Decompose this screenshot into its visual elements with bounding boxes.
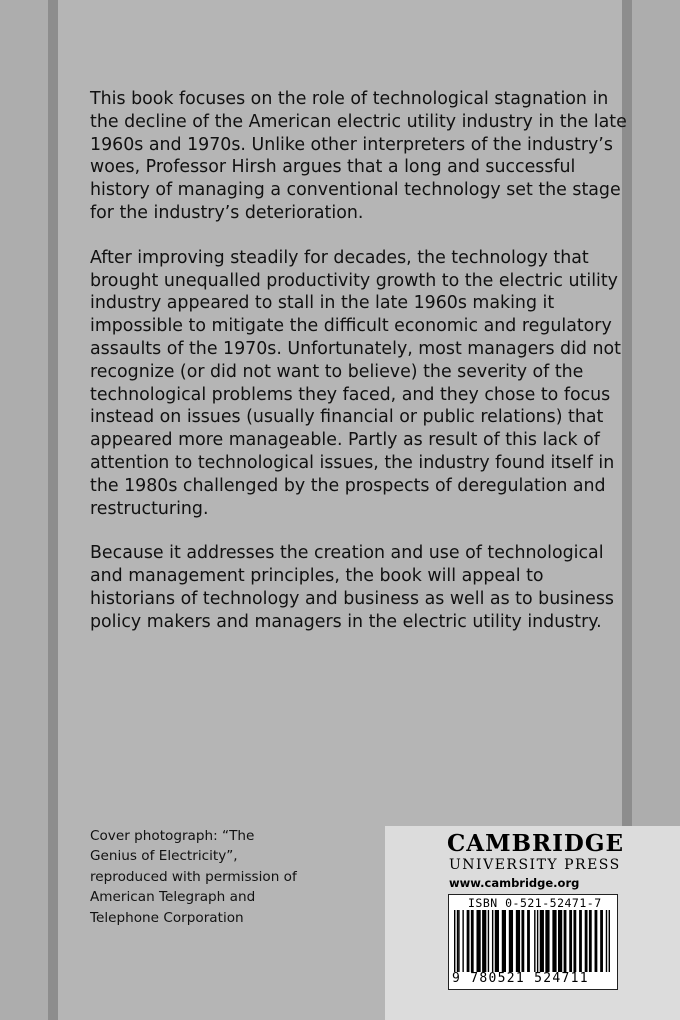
barcode-bar-21: [558, 910, 562, 972]
barcode-bar-0: [454, 910, 455, 972]
barcode-bar-10: [495, 910, 499, 972]
barcode-bar-25: [579, 910, 582, 972]
barcode-bar-12: [509, 910, 513, 972]
blurb-paragraph-2: After improving steadily for decades, the technology that brought unequalled productivity growth to the electric utility industry appeared to stall in the late 1960s making it impossible to mitigate the difficult economic and regulatory assaults of the 1970s. Unfortunately, most managers did not recognize (or did not want to believe) the severity of the technological problems they faced, and they chose to focus instead on issues (usually financial or public relations) that appeared more manageable. Partly as result of this lack of attention to technological issues, the industry found itself in the 1980s challenged by the prospects of deregulation and restructuring.: [90, 247, 621, 519]
barcode-bar-22: [564, 910, 567, 972]
barcode-bar-3: [462, 910, 463, 972]
barcode-bar-27: [589, 910, 592, 972]
barcode-bar-8: [488, 910, 489, 972]
barcode-bar-29: [600, 910, 603, 972]
publisher-url: www.cambridge.org: [449, 876, 580, 890]
publisher-name: CAMBRIDGE: [447, 830, 625, 857]
barcode-bar-20: [552, 910, 556, 972]
barcode-bar-28: [595, 910, 598, 972]
barcode-bar-18: [540, 910, 544, 972]
barcode-bar-23: [569, 910, 572, 972]
isbn-label: ISBN 0-521-52471-7: [468, 896, 602, 910]
barcode-bar-1: [457, 910, 458, 972]
barcode-bar-14: [521, 910, 524, 972]
barcode-bar-15: [527, 910, 530, 972]
barcode-bar-26: [585, 910, 588, 972]
barcode-bar-4: [467, 910, 470, 972]
blurb-paragraph-3: Because it addresses the creation and use of technological and management principles, the book will appeal to historians of technology and business as well as to business policy makers and managers in the electric utility industry.: [90, 543, 614, 632]
barcode-bar-17: [537, 910, 538, 972]
barcode-bar-9: [492, 910, 493, 972]
blurb-paragraph-1: This book focuses on the role of technological stagnation in the decline of the American electric utility industry in the late 1960s and 1970s. Unlike other interpreters of the industry’s woes, Professor Hirsh argues that a long and successful history of managing a conventional technology set the stage for the industry’s deterioration.: [90, 89, 627, 223]
publisher-subtitle: UNIVERSITY PRESS: [449, 857, 621, 873]
left-edge-stripe: [48, 0, 58, 1020]
barcode-bar-24: [573, 910, 576, 972]
barcode-bar-7: [482, 910, 486, 972]
barcode-bar-30: [606, 910, 607, 972]
barcode-bar-13: [516, 910, 520, 972]
barcode-bar-2: [458, 910, 459, 972]
cover-photo-credit: Cover photograph: “The Genius of Electricity”, reproduced with permission of American Telegraph and Telephone Corporation: [90, 828, 297, 926]
ean-digits: 9 780521 524711: [452, 971, 589, 986]
barcode-bar-5: [471, 910, 474, 972]
barcode-bar-6: [476, 910, 480, 972]
barcode-bar-16: [534, 910, 535, 972]
barcode-icon: [454, 910, 610, 972]
book-blurb: [90, 88, 630, 656]
barcode-bar-19: [545, 910, 549, 972]
barcode-bar-11: [502, 910, 506, 972]
barcode-bar-31: [609, 910, 610, 972]
